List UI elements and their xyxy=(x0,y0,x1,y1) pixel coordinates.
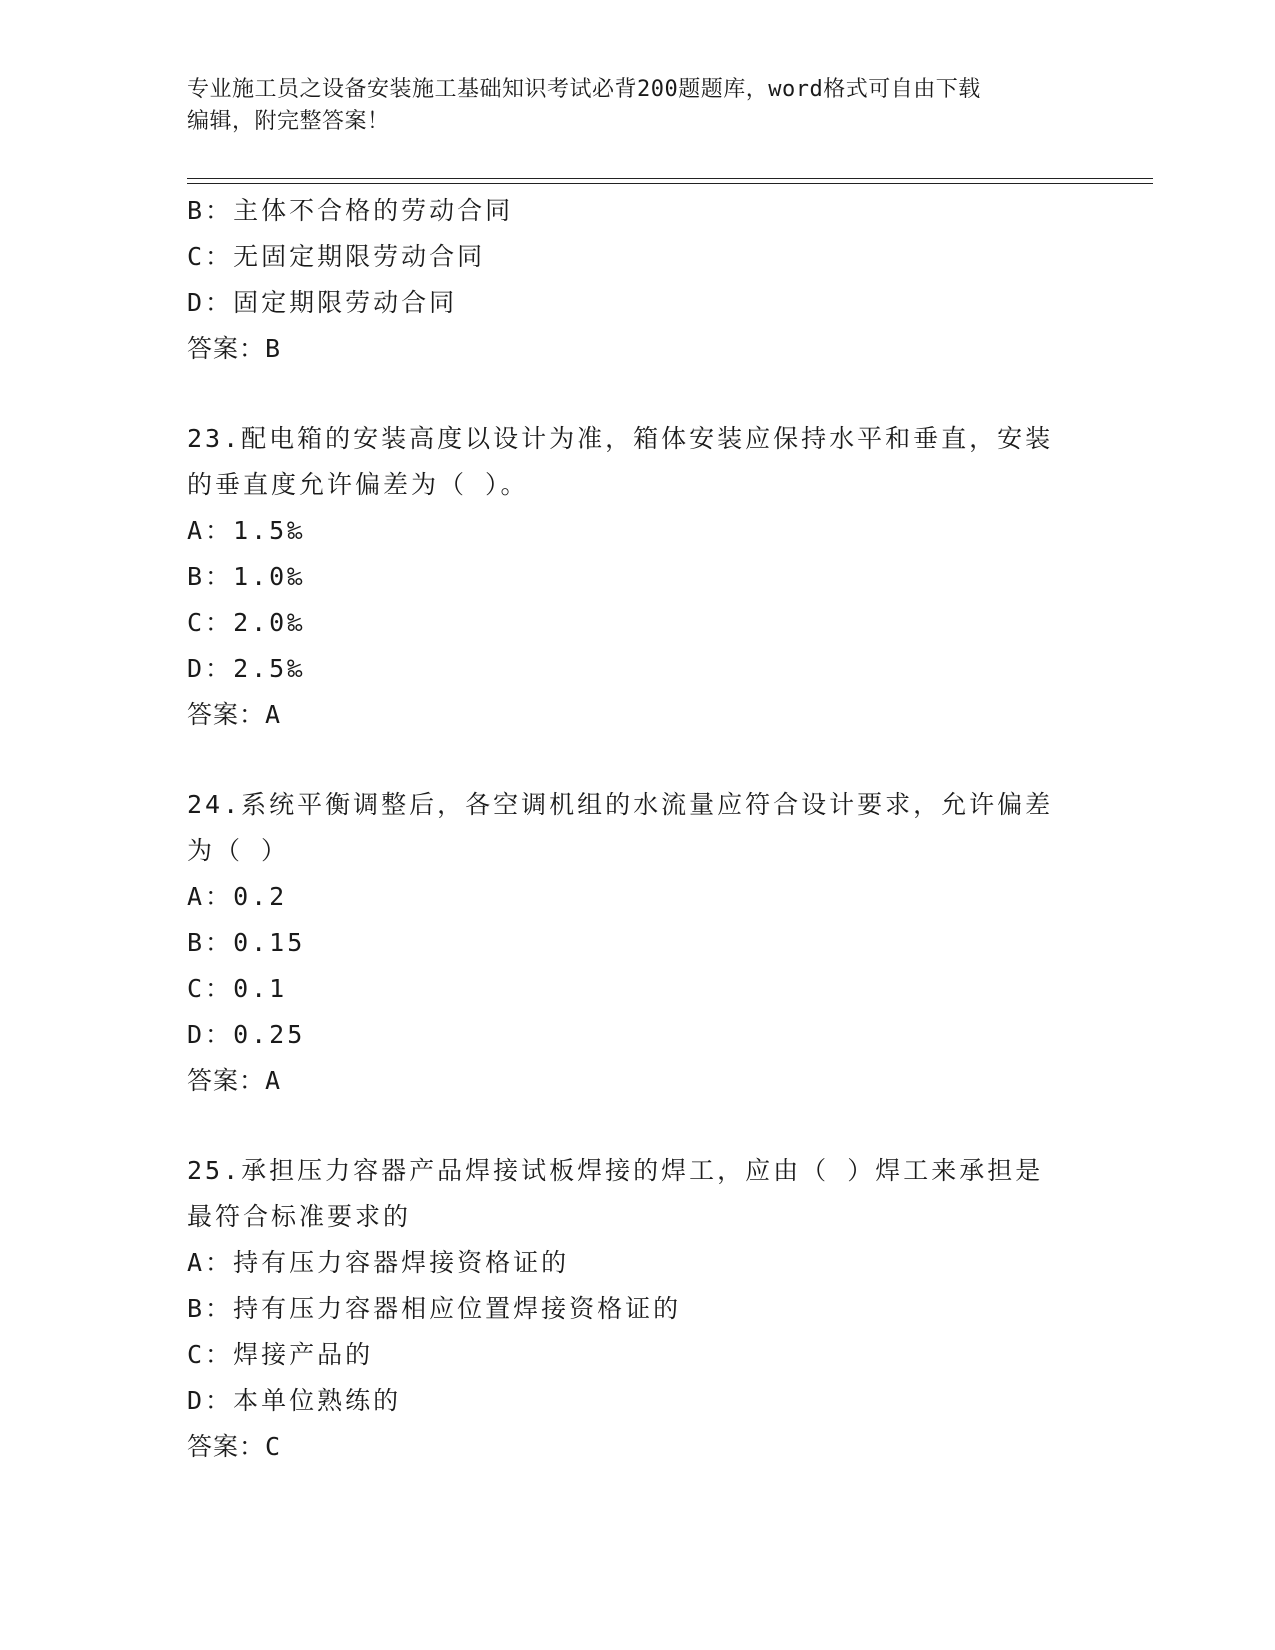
question-text-line-2: 最符合标准要求的 xyxy=(187,1202,412,1231)
prev-question-block xyxy=(187,188,1087,372)
option-text: 0.15 xyxy=(233,928,306,957)
option-key: B： xyxy=(187,562,234,591)
document-header xyxy=(187,74,1087,138)
option-key: B： xyxy=(187,928,234,957)
spacer xyxy=(187,738,1087,782)
option-c xyxy=(187,600,1087,646)
option-text: 本单位熟练的 xyxy=(233,1386,402,1415)
option-text: 1.5‰ xyxy=(233,516,306,545)
option-key: D： xyxy=(187,288,234,317)
option-text: 1.0‰ xyxy=(233,562,306,591)
option-text: 无固定期限劳动合同 xyxy=(233,242,486,271)
option-text: 2.0‰ xyxy=(233,608,306,637)
header-divider-top xyxy=(187,178,1153,179)
option-text: 持有压力容器焊接资格证的 xyxy=(233,1248,570,1277)
question-25 xyxy=(187,1148,1087,1470)
option-key: C： xyxy=(187,608,234,637)
answer-line: 答案：C xyxy=(187,1432,282,1461)
option-key: A： xyxy=(187,516,234,545)
option-d xyxy=(187,646,1087,692)
option-c xyxy=(187,1332,1087,1378)
option-key: C： xyxy=(187,242,234,271)
option-key: D： xyxy=(187,1020,234,1049)
option-text: 固定期限劳动合同 xyxy=(233,288,458,317)
question-24 xyxy=(187,782,1087,1104)
option-b xyxy=(187,920,1087,966)
option-text: 持有压力容器相应位置焊接资格证的 xyxy=(233,1294,682,1323)
header-title-line-2: 编辑，附完整答案！ xyxy=(187,109,390,134)
option-key: B： xyxy=(187,196,234,225)
question-text-line-1: 24.系统平衡调整后，各空调机组的水流量应符合设计要求，允许偏差 xyxy=(187,790,1054,819)
option-key: A： xyxy=(187,882,234,911)
header-title-line-1: 专业施工员之设备安装施工基础知识考试必背200题题库，word格式可自由下载 xyxy=(187,77,981,102)
option-b xyxy=(187,188,1087,234)
option-text: 2.5‰ xyxy=(233,654,306,683)
question-text-line-2: 为（ ） xyxy=(187,836,290,865)
option-key: A： xyxy=(187,1248,234,1277)
question-text-line-1: 23.配电箱的安装高度以设计为准，箱体安装应保持水平和垂直，安装 xyxy=(187,424,1054,453)
question-text-line-1: 25.承担压力容器产品焊接试板焊接的焊工，应由（ ）焊工来承担是 xyxy=(187,1156,1044,1185)
option-d xyxy=(187,1012,1087,1058)
option-text: 焊接产品的 xyxy=(233,1340,374,1369)
option-d xyxy=(187,1378,1087,1424)
answer-line: 答案：A xyxy=(187,1066,282,1095)
question-23 xyxy=(187,416,1087,738)
answer-line: 答案：A xyxy=(187,700,282,729)
header-divider-bottom xyxy=(187,183,1153,184)
spacer xyxy=(187,1104,1087,1148)
question-text-line-2: 的垂直度允许偏差为（ ）。 xyxy=(187,470,529,499)
option-b xyxy=(187,554,1087,600)
option-key: D： xyxy=(187,654,234,683)
option-c xyxy=(187,234,1087,280)
option-text: 0.1 xyxy=(233,974,288,1003)
option-text: 0.2 xyxy=(233,882,288,911)
spacer xyxy=(187,372,1087,416)
option-a xyxy=(187,508,1087,554)
option-key: C： xyxy=(187,974,234,1003)
option-a xyxy=(187,1240,1087,1286)
question-content xyxy=(187,188,1087,1470)
option-d xyxy=(187,280,1087,326)
option-a xyxy=(187,874,1087,920)
answer-line: 答案：B xyxy=(187,334,282,363)
option-text: 0.25 xyxy=(233,1020,306,1049)
option-key: B： xyxy=(187,1294,234,1323)
option-key: D： xyxy=(187,1386,234,1415)
option-text: 主体不合格的劳动合同 xyxy=(233,196,514,225)
option-b xyxy=(187,1286,1087,1332)
option-key: C： xyxy=(187,1340,234,1369)
option-c xyxy=(187,966,1087,1012)
